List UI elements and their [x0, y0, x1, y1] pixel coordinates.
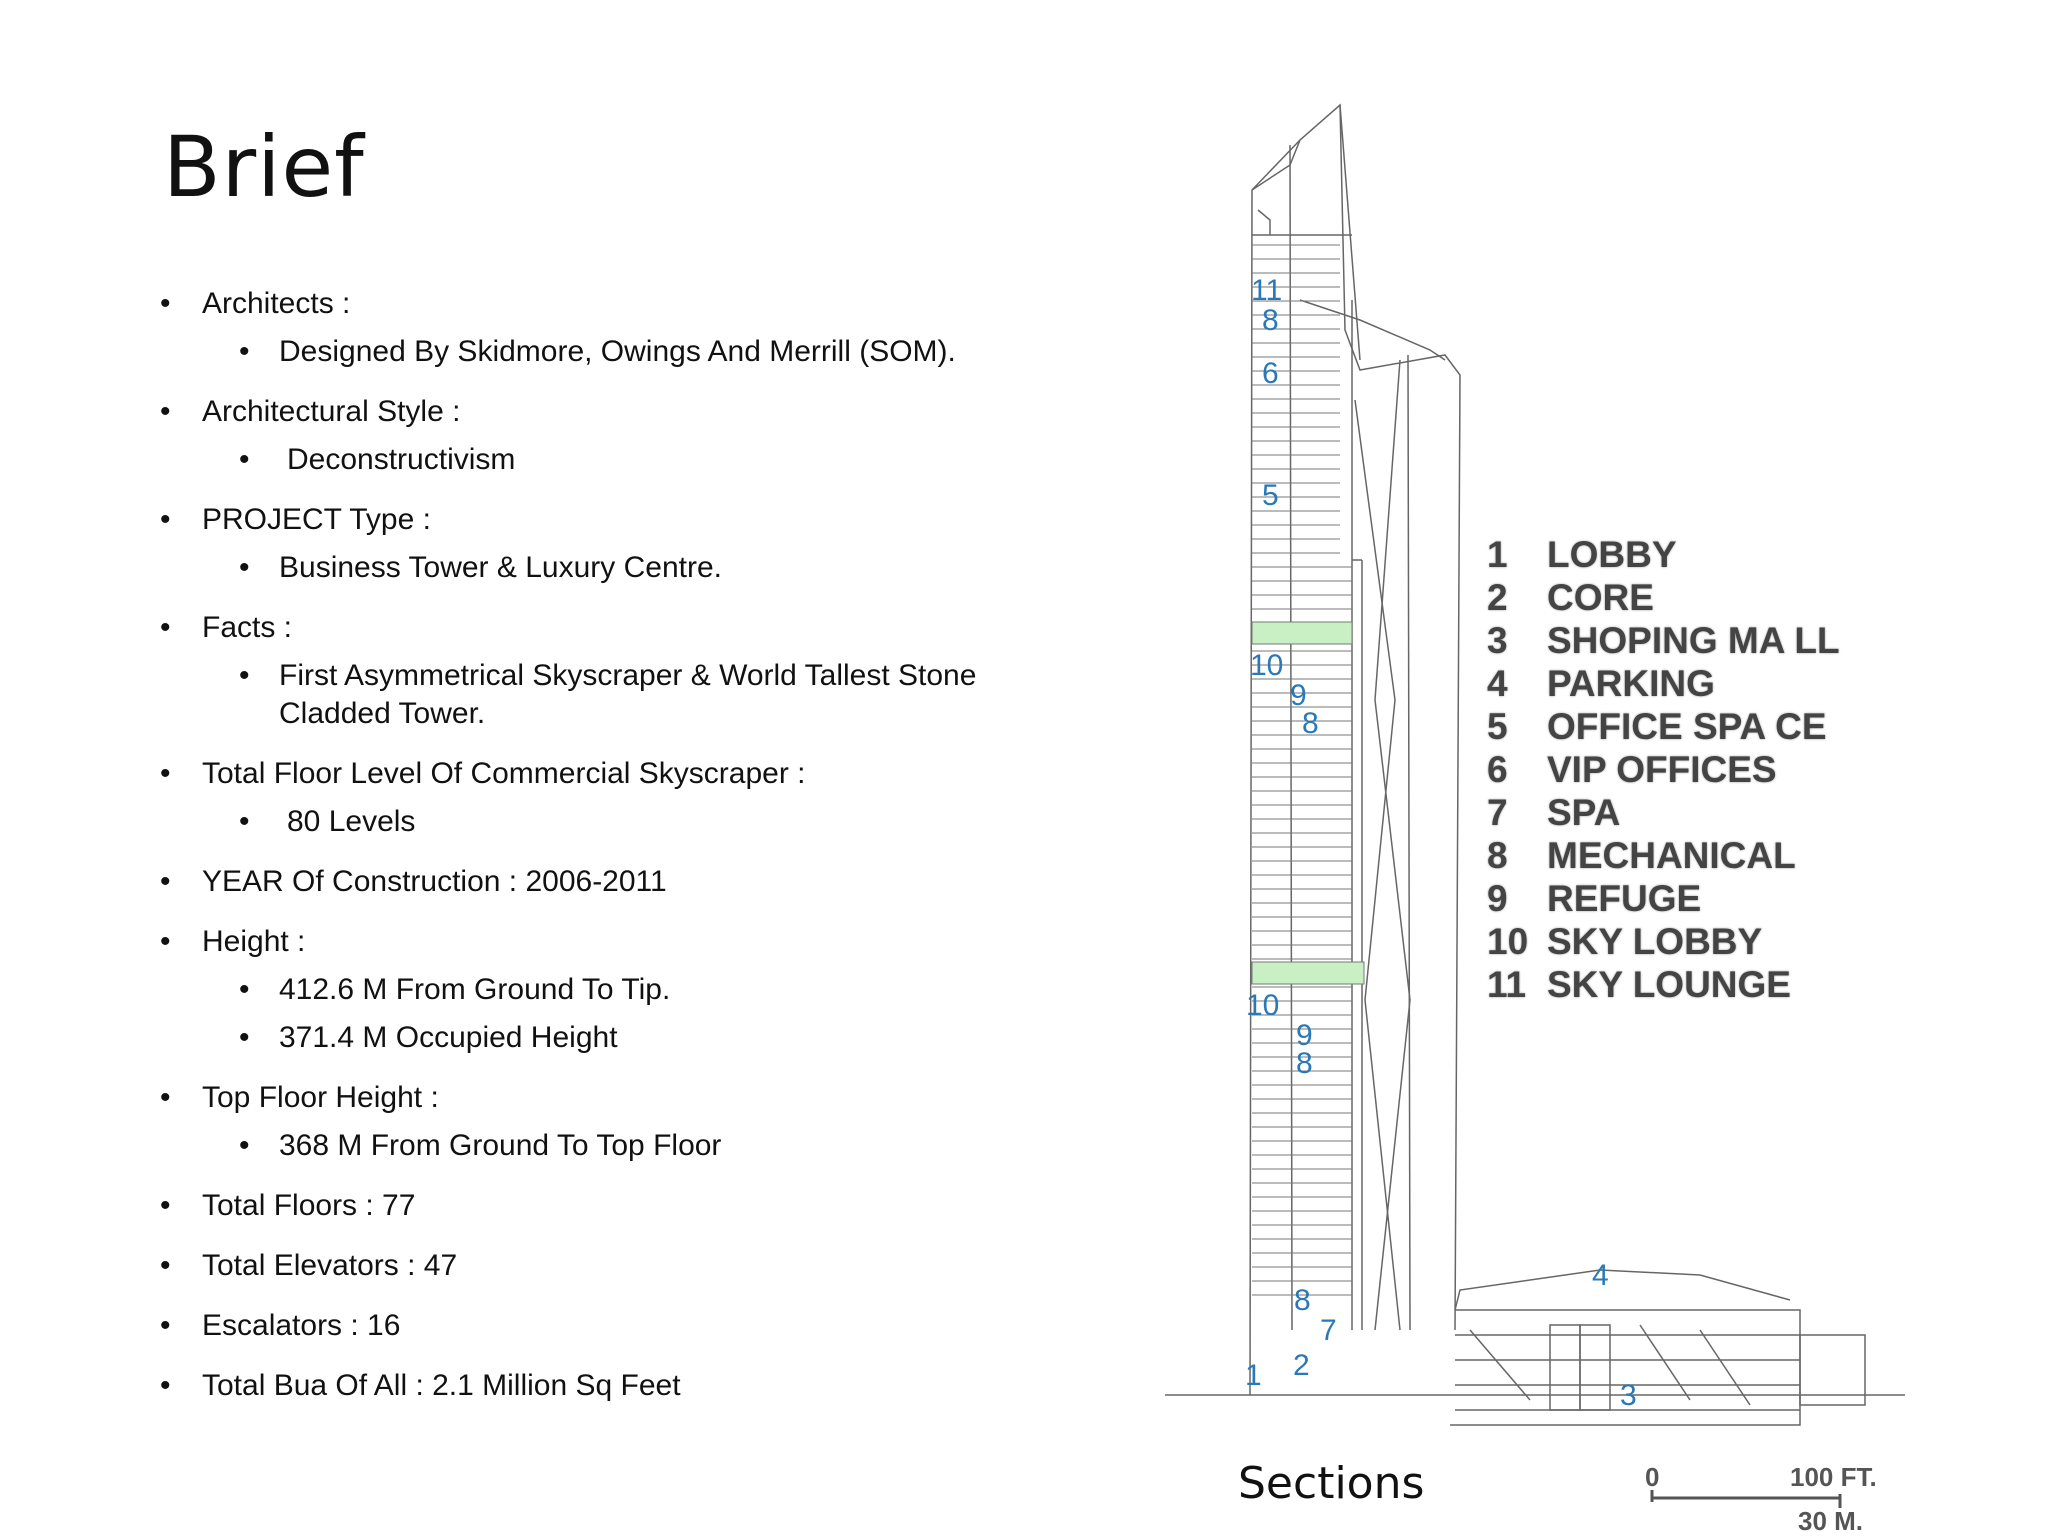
legend-number: 2 — [1487, 577, 1508, 618]
legend-number: 7 — [1487, 792, 1508, 833]
item-escalators: • Escalators : 16 — [160, 1307, 1060, 1345]
item-architects: • Architects : — [160, 285, 1060, 323]
drawing-label-2: 2 — [1293, 1349, 1310, 1382]
sub-height-tip: • 412.6 M From Ground To Tip. — [160, 971, 1060, 1009]
drawing-label-10-lower: 10 — [1246, 989, 1280, 1022]
item-floor-level: • Total Floor Level Of Commercial Skyscraper : — [160, 755, 1060, 793]
legend-row — [1487, 705, 1840, 748]
item-height: • Height : — [160, 923, 1060, 961]
legend-number: 8 — [1487, 835, 1508, 876]
drawing-label-11: 11 — [1251, 274, 1283, 307]
legend-row — [1487, 834, 1840, 877]
drawing-label-6: 6 — [1262, 357, 1279, 390]
legend-number: 4 — [1487, 663, 1508, 704]
drawing-label-5: 5 — [1262, 479, 1279, 512]
drawing-label-7: 7 — [1320, 1314, 1337, 1347]
drawing-label-10-upper: 10 — [1250, 649, 1284, 682]
sub-top-floor: • 368 M From Ground To Top Floor — [160, 1127, 1060, 1165]
scale-meters: 30 M. — [1798, 1506, 1864, 1536]
drawing-label-9-lower: 9 — [1296, 1019, 1313, 1052]
drawing-label-8-base: 8 — [1294, 1284, 1311, 1317]
section-legend — [1487, 533, 1840, 1006]
sub-project-type: • Business Tower & Luxury Centre. — [160, 549, 1060, 587]
legend-label: SKY LOBBY — [1547, 921, 1763, 962]
item-bua: • Total Bua Of All : 2.1 Million Sq Feet — [160, 1367, 1060, 1405]
drawing-label-8-upper: 8 — [1302, 707, 1319, 740]
legend-number: 1 — [1487, 534, 1508, 575]
drawing-label-8-top: 8 — [1262, 304, 1279, 337]
legend-label: SPA — [1547, 792, 1621, 833]
legend-label: CORE — [1547, 577, 1654, 618]
item-elevators: • Total Elevators : 47 — [160, 1247, 1060, 1285]
item-top-floor: • Top Floor Height : — [160, 1079, 1060, 1117]
legend-label: PARKING — [1547, 663, 1715, 704]
legend-row — [1487, 748, 1840, 791]
scale-line — [1640, 1460, 1900, 1540]
legend-number: 9 — [1487, 878, 1508, 919]
item-year: • YEAR Of Construction : 2006-2011 — [160, 863, 1060, 901]
scale-feet: 100 FT. — [1790, 1462, 1877, 1492]
item-facts: • Facts : — [160, 609, 1060, 647]
legend-number: 10 — [1487, 921, 1529, 962]
drawing-label-9-upper: 9 — [1290, 679, 1307, 712]
scale-zero: 0 — [1645, 1462, 1660, 1492]
legend-number: 11 — [1487, 964, 1527, 1005]
item-total-floors: • Total Floors : 77 — [160, 1187, 1060, 1225]
legend-label: LOBBY — [1547, 534, 1677, 575]
sub-architects: • Designed By Skidmore, Owings And Merrill (SOM). — [160, 333, 1060, 371]
sub-facts: • First Asymmetrical Skyscraper & World Tallest Stone Cladded Tower. — [160, 657, 979, 733]
legend-label: REFUGE — [1547, 878, 1702, 919]
legend-row — [1487, 877, 1840, 920]
drawing-label-1: 1 — [1245, 1359, 1262, 1392]
legend-label: SKY LOUNGE — [1547, 964, 1791, 1005]
legend-row — [1487, 791, 1840, 834]
item-project-type: • PROJECT Type : — [160, 501, 1060, 539]
legend-number: 3 — [1487, 620, 1508, 661]
drawing-label-4: 4 — [1592, 1259, 1609, 1292]
legend-label: MECHANICAL — [1547, 835, 1796, 876]
legend-number: 5 — [1487, 706, 1508, 747]
drawing-label-8-lower: 8 — [1296, 1047, 1313, 1080]
page-title: Brief — [163, 118, 365, 216]
legend-row — [1487, 662, 1840, 705]
legend-row — [1487, 576, 1840, 619]
legend-label: VIP OFFICES — [1547, 749, 1777, 790]
drawing-caption: Sections — [1238, 1458, 1425, 1509]
brief-list — [160, 285, 1060, 1427]
sub-style: • Deconstructivism — [160, 441, 1060, 479]
sub-height-occupied: • 371.4 M Occupied Height — [160, 1019, 1060, 1057]
drawing-label-3: 3 — [1620, 1379, 1637, 1412]
legend-row — [1487, 619, 1840, 662]
legend-label: OFFICE SPA CE — [1547, 706, 1827, 747]
legend-row — [1487, 533, 1840, 576]
scale-bar — [1640, 1460, 1900, 1540]
item-style: • Architectural Style : — [160, 393, 1060, 431]
legend-label: SHOPING MA LL — [1547, 620, 1840, 661]
sub-floor-level: • 80 Levels — [160, 803, 1060, 841]
legend-row — [1487, 920, 1840, 963]
legend-number: 6 — [1487, 749, 1508, 790]
legend-row — [1487, 963, 1840, 1006]
